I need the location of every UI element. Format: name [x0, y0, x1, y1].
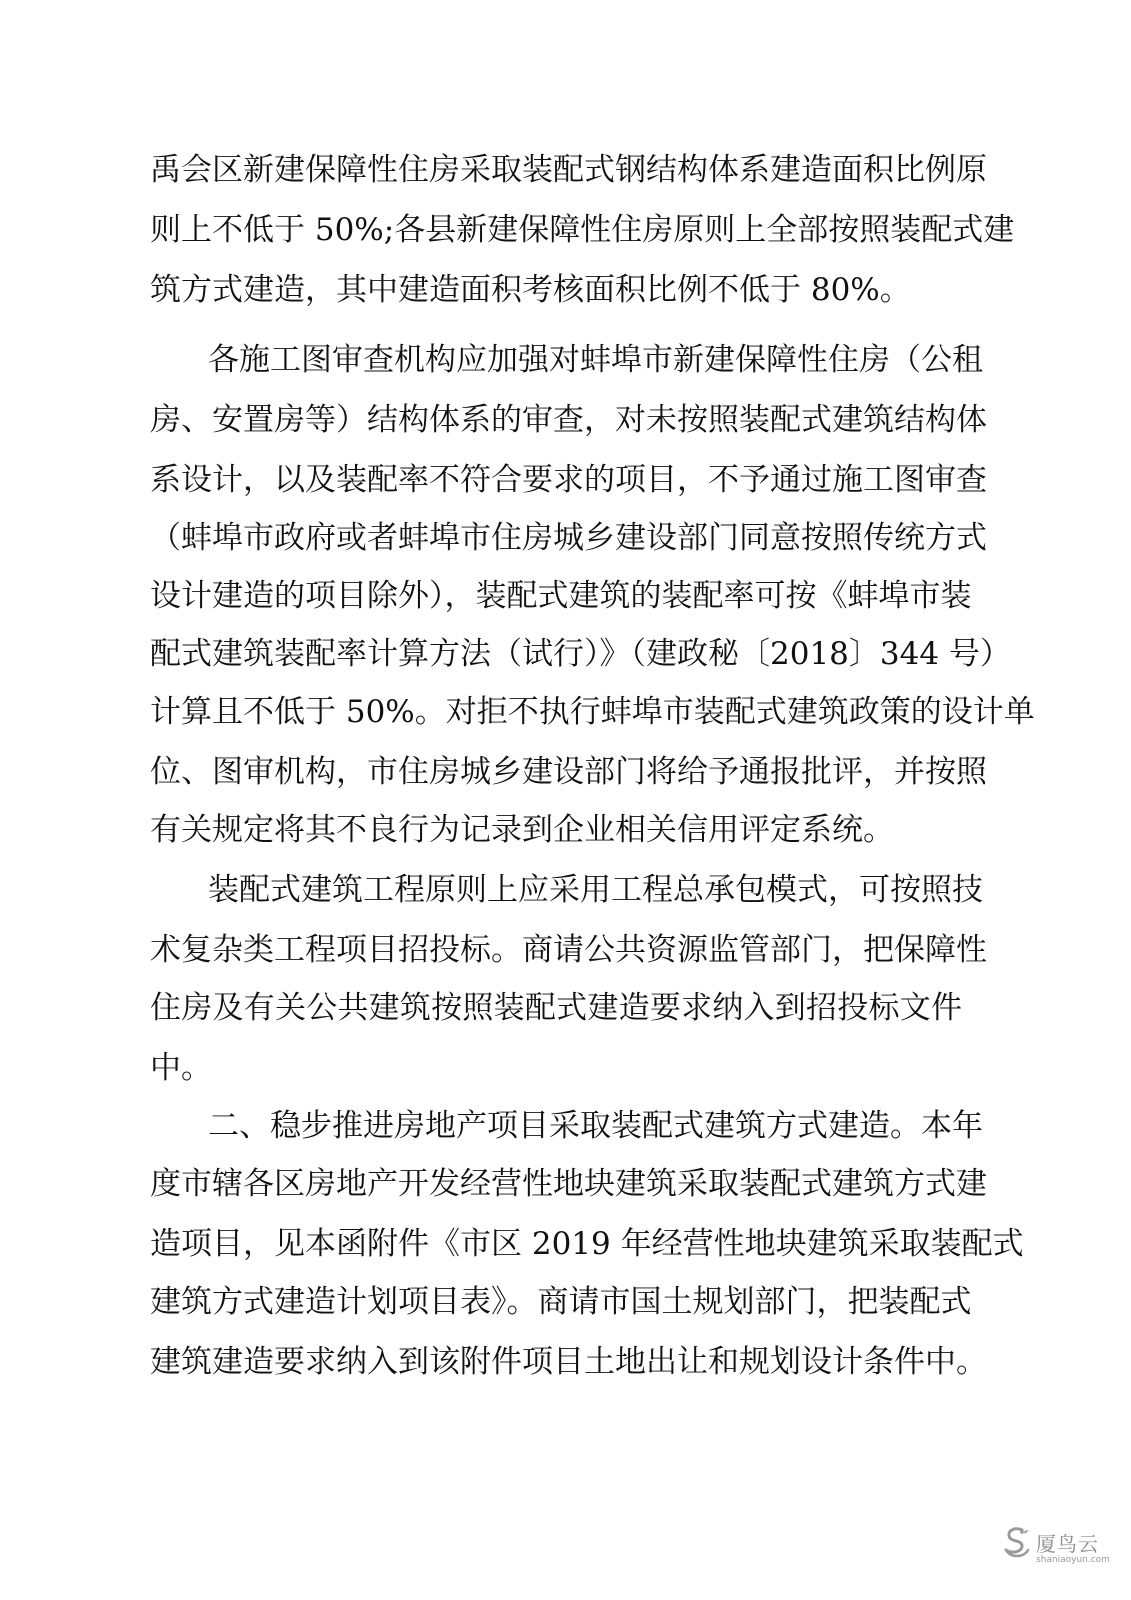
- text-line: 计算且不低于 50%。对拒不执行蚌埠市装配式建筑政策的设计单: [150, 694, 1035, 730]
- text-line: 造项目，见本函附件《市区 2019 年经营性地块建筑采取装配式: [150, 1226, 1024, 1262]
- watermark: [1000, 1522, 1120, 1578]
- text-line: 中。: [150, 1050, 212, 1086]
- text-line: 装配式建筑工程原则上应采用工程总承包模式，可按照技: [208, 872, 983, 908]
- text-line: 度市辖各区房地产开发经营性地块建筑采取装配式建筑方式建: [150, 1166, 987, 1202]
- bird-logo-icon: [1000, 1524, 1034, 1564]
- text-line: 有关规定将其不良行为记录到企业相关信用评定系统。: [150, 812, 894, 848]
- text-line: 术复杂类工程项目招投标。商请公共资源监管部门，把保障性: [150, 932, 987, 968]
- text-line: 筑方式建造，其中建造面积考核面积比例不低于 80%。: [150, 272, 911, 308]
- text-line: 则上不低于 50%;各县新建保障性住房原则上全部按照装配式建: [150, 212, 1015, 248]
- text-line: 设计建造的项目除外），装配式建筑的装配率可按《蚌埠市装: [150, 578, 972, 614]
- text-line: 位、图审机构，市住房城乡建设部门将给予通报批评，并按照: [150, 754, 987, 790]
- text-line: 各施工图审查机构应加强对蚌埠市新建保障性住房（公租: [208, 342, 983, 378]
- text-line: 住房及有关公共建筑按照装配式建造要求纳入到招投标文件: [150, 990, 962, 1026]
- text-line: 二、稳步推进房地产项目采取装配式建筑方式建造。本年: [208, 1108, 983, 1144]
- text-line: 建筑方式建造计划项目表》。商请市国土规划部门，把装配式: [150, 1284, 972, 1320]
- text-line: 系设计，以及装配率不符合要求的项目，不予通过施工图审查: [150, 462, 987, 498]
- text-line: 房、安置房等）结构体系的审查，对未按照装配式建筑结构体: [150, 402, 987, 438]
- watermark-name: 厦鸟云: [1036, 1532, 1099, 1556]
- watermark-url: shaniaoyun.com: [1036, 1555, 1110, 1565]
- text-line: 配式建筑装配率计算方法（试行）》（建政秘〔2018〕344 号）: [150, 636, 1011, 672]
- text-line: 建筑建造要求纳入到该附件项目土地出让和规划设计条件中。: [150, 1344, 987, 1380]
- text-line: 禹会区新建保障性住房采取装配式钢结构体系建造面积比例原: [150, 152, 987, 188]
- text-line: （蚌埠市政府或者蚌埠市住房城乡建设部门同意按照传统方式: [150, 520, 987, 556]
